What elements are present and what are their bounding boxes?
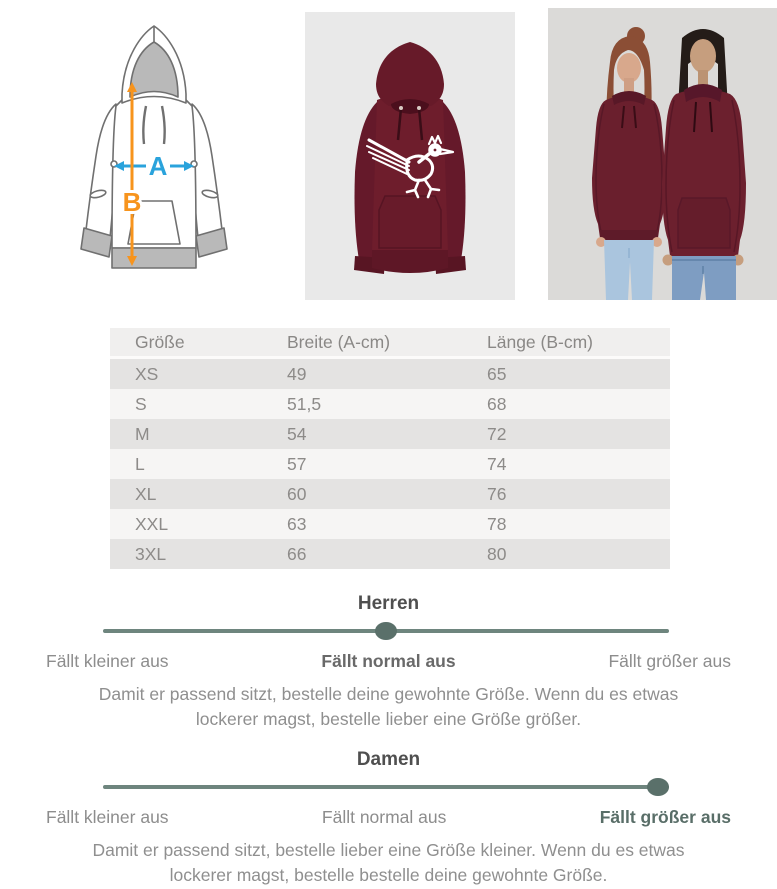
length-cell: 72 (462, 419, 670, 449)
size-cell: 3XL (110, 539, 262, 569)
length-cell: 78 (462, 509, 670, 539)
table-row (110, 509, 670, 539)
size-cell: L (110, 449, 262, 479)
fit-label-smaller: Fällt kleiner aus (46, 651, 169, 671)
col-header-length: Länge (B-cm) (462, 328, 670, 358)
fit-label-normal: Fällt normal aus (321, 806, 447, 827)
width-cell: 60 (262, 479, 462, 509)
length-cell: 68 (462, 389, 670, 419)
fit-label-bigger: Fällt größer aus (608, 651, 731, 671)
fit-title-damen: Damen (356, 748, 421, 770)
fit-description-damen: Damit er passend sitzt, bestelle lieber eine Größe kleiner. Wenn du es etwas lockerer magst, bestelle bestelle deine gewohnte Größe. (92, 839, 685, 886)
table-row (110, 479, 670, 509)
label-b: B (122, 187, 142, 217)
table-row (110, 449, 670, 479)
width-cell: 54 (262, 419, 462, 449)
table-row (110, 419, 670, 449)
hoodie-product-photo (305, 12, 515, 300)
size-cell: XS (110, 358, 262, 390)
col-header-width: Breite (A-cm) (262, 328, 462, 358)
table-row (110, 389, 670, 419)
fit-section-herren (0, 593, 777, 733)
fit-section-damen (0, 749, 777, 889)
table-row (110, 539, 670, 569)
hoodie-measurement-diagram (52, 16, 257, 288)
slider-track (103, 785, 669, 789)
hoodie-front-icon (305, 12, 515, 300)
length-cell: 74 (462, 449, 670, 479)
length-cell: 76 (462, 479, 670, 509)
width-cell: 49 (262, 358, 462, 390)
image-strip (0, 0, 777, 300)
size-cell: XXL (110, 509, 262, 539)
col-header-size: Größe (110, 328, 262, 358)
slider-track (103, 629, 669, 633)
length-cell: 80 (462, 539, 670, 569)
size-table (110, 328, 670, 569)
fit-description-herren: Damit er passend sitzt, bestelle deine gewohnte Größe. Wenn du es etwas lockerer magst, bestelle lieber eine Größe größer. (98, 684, 679, 730)
fit-label-bigger: Fällt größer aus (599, 806, 731, 827)
fit-label-smaller: Fällt kleiner aus (46, 806, 169, 827)
fit-labels-damen (0, 807, 777, 828)
slider-knob (375, 622, 397, 640)
table-header-row (110, 328, 670, 358)
label-a: A (148, 151, 168, 181)
width-cell: 66 (262, 539, 462, 569)
models-icon (548, 8, 777, 300)
length-cell: 65 (462, 358, 670, 390)
size-cell: S (110, 389, 262, 419)
table-row (110, 358, 670, 390)
width-cell: 51,5 (262, 389, 462, 419)
fit-slider-herren (0, 621, 777, 641)
slider-knob (647, 778, 669, 796)
fit-slider-damen (0, 777, 777, 797)
size-cell: XL (110, 479, 262, 509)
hoodie-outline-icon (52, 16, 257, 288)
width-cell: 57 (262, 449, 462, 479)
width-cell: 63 (262, 509, 462, 539)
models-photo (548, 8, 777, 300)
size-cell: M (110, 419, 262, 449)
fit-title-herren: Herren (357, 593, 420, 614)
fit-label-normal: Fällt normal aus (321, 651, 456, 671)
fit-labels-herren (0, 651, 777, 672)
